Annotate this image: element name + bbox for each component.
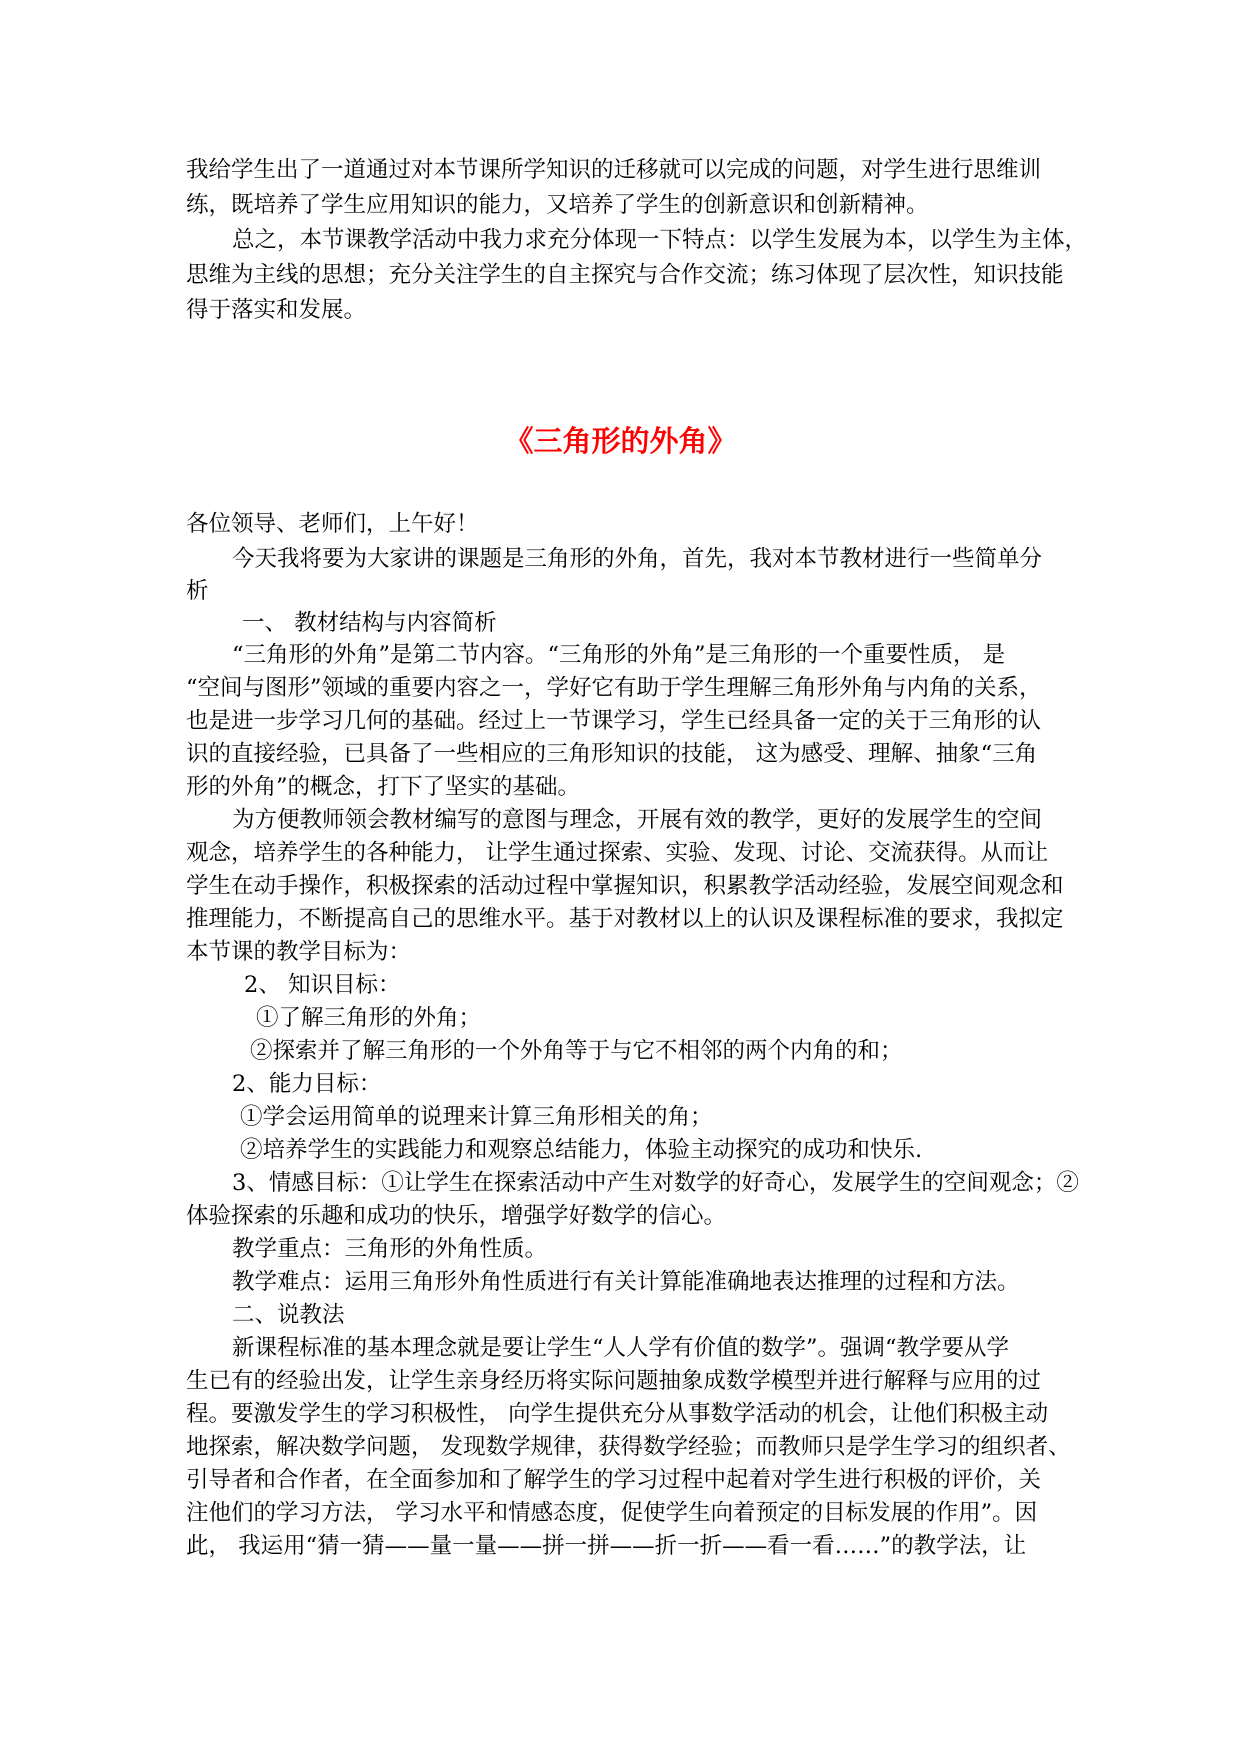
text-line: 我给学生出了一道通过对本节课所学知识的迁移就可以完成的问题，对学生进行思维训 bbox=[186, 157, 1042, 183]
text-line: 新课程标准的基本理念就是要让学生“人人学有价值的数学”。强调“教学要从学 bbox=[232, 1335, 1010, 1361]
text-line: “三角形的外角”是第二节内容。“三角形的外角”是三角形的一个重要性质， 是 bbox=[232, 642, 1006, 668]
intro-line bbox=[0, 187, 1241, 223]
body-line bbox=[0, 736, 1241, 772]
body-line bbox=[0, 670, 1241, 706]
section-heading: 2、 知识目标： bbox=[244, 972, 401, 998]
list-item: ①了解三角形的外角； bbox=[256, 1005, 482, 1031]
body-line bbox=[0, 703, 1241, 739]
text-line: 练，既培养了学生应用知识的能力，又培养了学生的创新意识和创新精神。 bbox=[186, 192, 929, 218]
body-line bbox=[0, 637, 1241, 673]
body-line bbox=[0, 1429, 1241, 1465]
list-item: ①学会运用简单的说理来计算三角形相关的角； bbox=[240, 1104, 713, 1130]
text-line: 引导者和合作者，在全面参加和了解学生的学习过程中起着对学生进行积极的评价，关 bbox=[186, 1467, 1042, 1493]
text-line: 得于落实和发展。 bbox=[186, 297, 367, 323]
body-line bbox=[0, 1297, 1241, 1333]
section-heading: 一、 教材结构与内容简析 bbox=[242, 610, 497, 636]
text-line: 总之，本节课教学活动中我力求充分体现一下特点：以学生发展为本，以学生为主体， bbox=[232, 227, 1088, 253]
list-item: ②探索并了解三角形的一个外角等于与它不相邻的两个内角的和； bbox=[250, 1038, 903, 1064]
text-line: 教学重点：三角形的外角性质。 bbox=[232, 1236, 548, 1262]
text-line: 推理能力，不断提高自己的思维水平。基于对教材以上的认识及课程标准的要求，我拟定 bbox=[186, 906, 1064, 932]
body-line bbox=[0, 541, 1241, 577]
body-line bbox=[0, 901, 1241, 937]
section-heading: 2、能力目标： bbox=[232, 1071, 382, 1097]
body-line bbox=[0, 1198, 1241, 1234]
text-line: 体验探索的乐趣和成功的快乐，增强学好数学的信心。 bbox=[186, 1203, 727, 1229]
body-line bbox=[0, 1495, 1241, 1531]
body-line bbox=[0, 1264, 1241, 1300]
body-line bbox=[0, 1000, 1241, 1036]
text-line: 各位领导、老师们，上午好！ bbox=[186, 511, 479, 537]
text-line: 识的直接经验，已具备了一些相应的三角形知识的技能， 这为感受、理解、抽象“三角 bbox=[186, 741, 1038, 767]
text-line: 形的外角”的概念，打下了坚实的基础。 bbox=[186, 774, 581, 800]
document-title: 《三角形的外角》 bbox=[504, 424, 737, 458]
body-line bbox=[0, 967, 1241, 1003]
body-line bbox=[0, 1099, 1241, 1135]
body-line bbox=[0, 1330, 1241, 1366]
body-line bbox=[0, 1462, 1241, 1498]
body-line bbox=[0, 1033, 1241, 1069]
body-line bbox=[0, 1165, 1241, 1201]
body-line bbox=[0, 1528, 1241, 1564]
body-line bbox=[0, 605, 1241, 641]
text-line: 为方便教师领会教材编写的意图与理念，开展有效的教学，更好的发展学生的空间 bbox=[232, 807, 1043, 833]
text-line: 今天我将要为大家讲的课题是三角形的外角，首先，我对本节教材进行一些简单分 bbox=[232, 546, 1043, 572]
text-line: 此， 我运用“猜一猜——量一量——拼一拼——折一折——看一看……”的教学法，让 bbox=[186, 1533, 1027, 1559]
body-line bbox=[0, 506, 1241, 542]
text-line: 观念，培养学生的各种能力， 让学生通过探索、实验、发现、讨论、交流获得。从而让 bbox=[186, 840, 1049, 866]
text-line: 注他们的学习方法， 学习水平和情感态度，促使学生向着预定的目标发展的作用”。因 bbox=[186, 1500, 1038, 1526]
body-line bbox=[0, 769, 1241, 805]
body-line bbox=[0, 1396, 1241, 1432]
text-line: 思维为主线的思想；充分关注学生的自主探究与合作交流；练习体现了层次性，知识技能 bbox=[186, 262, 1064, 288]
body-line bbox=[0, 1132, 1241, 1168]
list-item: ②培养学生的实践能力和观察总结能力，体验主动探究的成功和快乐. bbox=[240, 1137, 923, 1163]
body-line bbox=[0, 868, 1241, 904]
body-line bbox=[0, 1066, 1241, 1102]
body-line bbox=[0, 1231, 1241, 1267]
body-line bbox=[0, 573, 1241, 609]
text-line: 本节课的教学目标为： bbox=[186, 939, 412, 965]
body-line bbox=[0, 1363, 1241, 1399]
text-line: 教学难点：运用三角形外角性质进行有关计算能准确地表达推理的过程和方法。 bbox=[232, 1269, 1020, 1295]
text-line: 也是进一步学习几何的基础。经过上一节课学习，学生已经具备一定的关于三角形的认 bbox=[186, 708, 1042, 734]
text-line: 生已有的经验出发，让学生亲身经历将实际问题抽象成数学模型并进行解释与应用的过 bbox=[186, 1368, 1042, 1394]
text-line: 3、情感目标：①让学生在探索活动中产生对数学的好奇心，发展学生的空间观念；② bbox=[232, 1170, 1079, 1196]
body-line bbox=[0, 934, 1241, 970]
text-line: 地探索，解决数学问题， 发现数学规律，获得数学经验；而教师只是学生学习的组织者、 bbox=[186, 1434, 1071, 1460]
text-line: 学生在动手操作，积极探索的活动过程中掌握知识，积累教学活动经验，发展空间观念和 bbox=[186, 873, 1064, 899]
text-line: 程。要激发学生的学习积极性， 向学生提供充分从事数学活动的机会，让他们积极主动 bbox=[186, 1401, 1049, 1427]
intro-line bbox=[0, 152, 1241, 188]
text-line: 析 bbox=[186, 578, 209, 604]
body-line bbox=[0, 835, 1241, 871]
intro-line bbox=[0, 292, 1241, 328]
section-heading: 二、说教法 bbox=[232, 1302, 345, 1328]
body-line bbox=[0, 802, 1241, 838]
intro-line bbox=[0, 222, 1241, 258]
intro-line bbox=[0, 257, 1241, 293]
text-line: “空间与图形”领域的重要内容之一，学好它有助于学生理解三角形外角与内角的关系， bbox=[186, 675, 1042, 701]
